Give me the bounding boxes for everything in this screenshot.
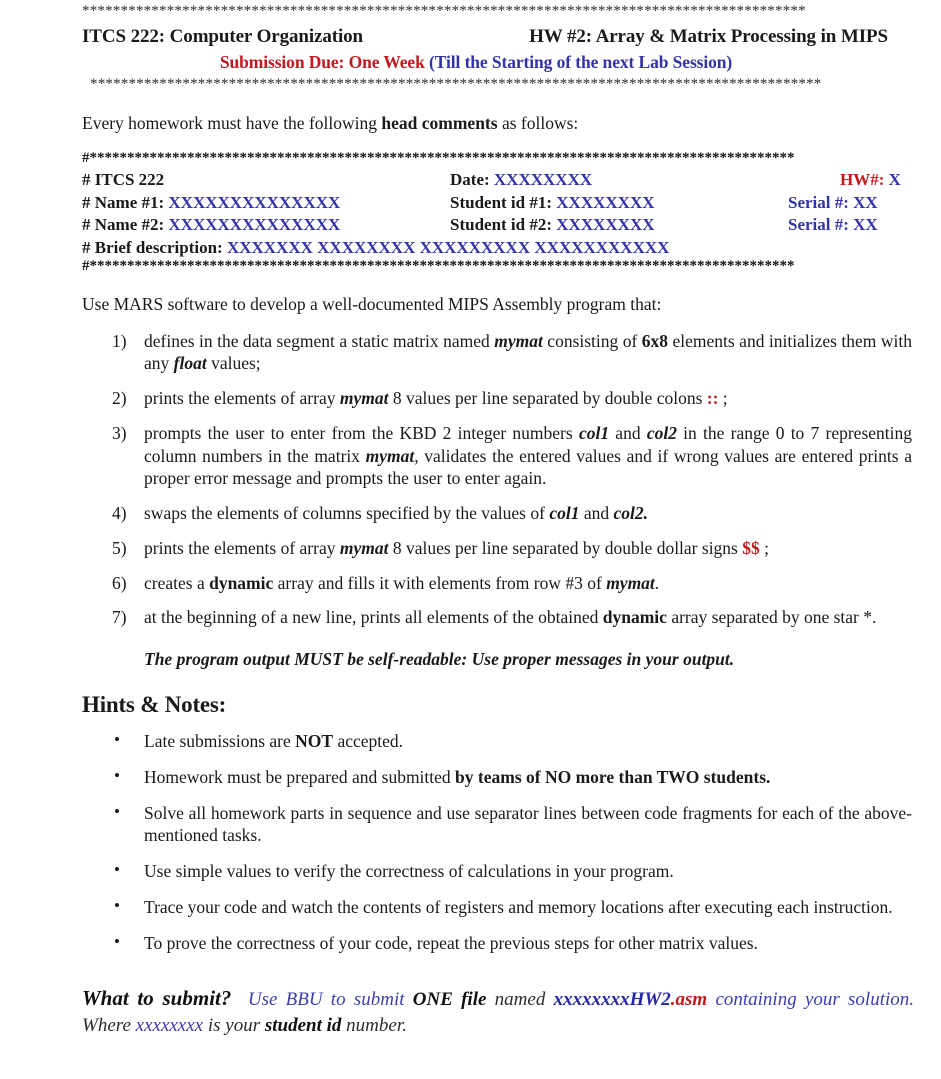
task-number: 2) [112,388,127,409]
hint-text: Use simple values to verify the correctness of calculations in your program. [144,861,674,882]
submit-file-count: ONE file [412,989,487,1011]
rule-second: *********************************************************************************************** [90,77,822,92]
list-item [82,766,914,789]
hc-name2-label: # Name #2: [82,215,169,235]
task-emphasis: mymat [339,388,389,409]
hc-studentid2-value: XXXXXXXX [556,215,655,235]
hc-name2-value: XXXXXXXXXXXXXX [168,215,341,235]
hc-studentid2 [450,214,788,236]
head-comment-rule-top: #********************************************************************************************** [82,151,795,167]
task-emphasis: col2. [613,503,648,524]
task-emphasis: mymat [339,537,389,558]
hc-brief [82,237,914,259]
task-item [82,572,914,595]
task-emphasis: col1 [578,422,610,443]
submit-text: Use BBU to submit [247,989,413,1011]
head-comment-row [82,214,914,236]
task-emphasis: mymat [365,445,415,466]
hints-list [82,730,914,954]
hc-name1-value: XXXXXXXXXXXXXX [168,192,341,212]
bullet-icon: • [114,765,120,785]
task-list [82,330,914,630]
intro-before: Every homework must have the following [82,113,382,133]
task-separator-symbol: $$ [742,537,760,558]
task-item [82,387,914,410]
task-item [82,330,914,376]
task-text: creates a [144,572,210,593]
hc-studentid2-label: Student id #2: [450,215,557,235]
hc-serial1 [788,192,914,214]
submit-text: is your [203,1014,265,1036]
task-emphasis: dynamic [602,607,667,628]
hc-brief-value: XXXXXXX XXXXXXXX XXXXXXXXX XXXXXXXXXXX [226,237,670,257]
task-text: 8 values per line separated by double dollar signs [388,537,743,558]
task-number: 3) [112,422,127,443]
task-text: array and fills it with elements from row #3 of [273,572,607,593]
task-emphasis: col1 [549,503,580,524]
hint-text: Late submissions are [144,731,296,752]
submit-filename: xxxxxxxxHW2 [553,989,671,1011]
bullet-icon: • [114,801,120,821]
document-content [82,0,914,1039]
task-number: 1) [112,330,127,351]
head-comment-row [82,192,914,214]
task-number: 5) [112,537,127,558]
list-item [82,860,914,883]
title-row [82,26,914,48]
task-text: prints the elements of array [144,537,340,558]
submit-text: named [486,989,554,1011]
head-comment-rule-bottom: #********************************************************************************************** [82,259,795,275]
hc-studentid1-value: XXXXXXXX [556,192,655,212]
hc-name2 [82,214,450,236]
list-item [82,730,914,753]
submit-text: Where [82,1014,136,1036]
intro-paragraph [82,112,914,134]
task-text: prompts the user to enter from the KBD 2 integer numbers [144,422,579,443]
submit-student-id-label: student id [264,1014,342,1036]
task-text: and [579,503,614,524]
hint-text: accepted. [333,731,404,752]
hc-hwnum [788,169,914,191]
hc-brief-label: # Brief description: [82,237,227,257]
hc-hwnum-value: X [888,170,901,190]
task-text: , validates the entered values and if wrong values are entered prints a proper error message and prompts the user to enter again. [144,445,913,489]
task-separator-symbol: :: [706,388,719,409]
task-text: . [654,572,660,593]
submit-text: containing your solution. [707,989,915,1011]
due-row [82,52,914,73]
hc-serial1-value: Serial #: XX [788,192,878,212]
bullet-icon: • [114,895,120,915]
submit-heading: What to submit? [82,986,232,1011]
list-item [82,932,914,955]
submit-text: number. [341,1014,407,1036]
due-label: Submission Due: One Week [219,52,425,72]
assignment-title: HW #2: Array & Matrix Processing in MIPS [529,26,888,47]
hc-hwnum-label: HW#: [840,170,889,190]
task-text: prints the elements of array [144,388,340,409]
hc-name1 [82,192,450,214]
hc-serial2 [788,214,914,236]
hint-text: Trace your code and watch the contents of registers and memory locations after executing each instruction. [144,896,893,917]
hc-name1-label: # Name #1: [82,192,169,212]
submit-section [82,984,914,1038]
task-text: and [609,422,647,443]
task-item [82,537,914,560]
task-emphasis: float [173,353,207,374]
list-item [82,802,914,848]
due-note: (Till the Starting of the next Lab Session) [429,52,733,72]
hc-studentid1 [450,192,788,214]
task-number: 4) [112,503,127,524]
hc-studentid1-label: Student id #1: [450,192,557,212]
task-number: 7) [112,607,127,628]
instruction-paragraph: Use MARS software to develop a well-documented MIPS Assembly program that: [82,294,662,315]
hc-course [82,169,450,191]
task-text: 8 values per line separated by double colons [388,388,707,409]
task-item [82,422,914,490]
head-comment-block [82,151,914,277]
submit-placeholder-id: xxxxxxxx [135,1014,204,1036]
hint-emphasis: NOT [295,731,334,752]
hints-heading: Hints & Notes: [82,692,227,718]
task-text: array separated by one star *. [666,607,877,628]
task-text: elements and initializes them with any [144,330,912,374]
hint-text: To prove the correctness of your code, repeat the previous steps for other matrix values. [144,932,758,953]
task-text: ; [718,388,728,409]
task-item [82,502,914,525]
hc-date-label: Date: [450,170,494,190]
bullet-icon: • [114,860,120,880]
task-emphasis: mymat [494,330,543,351]
task-text: defines in the data segment a static matrix named [144,330,495,351]
intro-bold: head comments [381,113,498,133]
task-text: at the beginning of a new line, prints all elements of the obtained [144,607,603,628]
task-text: swaps the elements of columns specified by the values of [144,503,550,524]
hc-date-value: XXXXXXXX [493,170,593,190]
list-item [82,896,914,919]
hc-serial2-value: Serial #: XX [788,215,878,235]
task-emphasis: mymat [606,572,655,593]
task-emphasis: dynamic [209,572,274,593]
submit-file-extension: .asm [670,989,708,1011]
hc-date [450,169,788,191]
task-number: 6) [112,572,127,593]
task-emphasis: col2 [646,422,677,443]
bullet-icon: • [114,931,120,951]
head-comment-row [82,169,914,191]
bullet-icon: • [114,730,120,750]
hint-text: Solve all homework parts in sequence and use separator lines between code fragments for each of the above-mentioned tasks. [144,802,912,846]
output-requirement-line: The program output MUST be self-readable: Use proper messages in your output. [144,649,735,670]
hc-course-label: # ITCS 222 [82,170,165,190]
task-text: consisting of [542,330,642,351]
hint-text: Homework must be prepared and submitted [144,766,456,787]
hint-emphasis: by teams of NO more than TWO students. [455,766,771,787]
intro-after: as follows: [497,113,579,133]
rule-top: ********************************************************************************************** [82,4,806,19]
task-item [82,606,914,629]
course-title: ITCS 222: Computer Organization [82,26,364,47]
task-text: in the range 0 to 7 representing column numbers in the matrix [144,422,912,466]
task-text: ; [759,537,769,558]
task-emphasis: 6x8 [641,330,669,351]
task-text: values; [206,353,261,374]
